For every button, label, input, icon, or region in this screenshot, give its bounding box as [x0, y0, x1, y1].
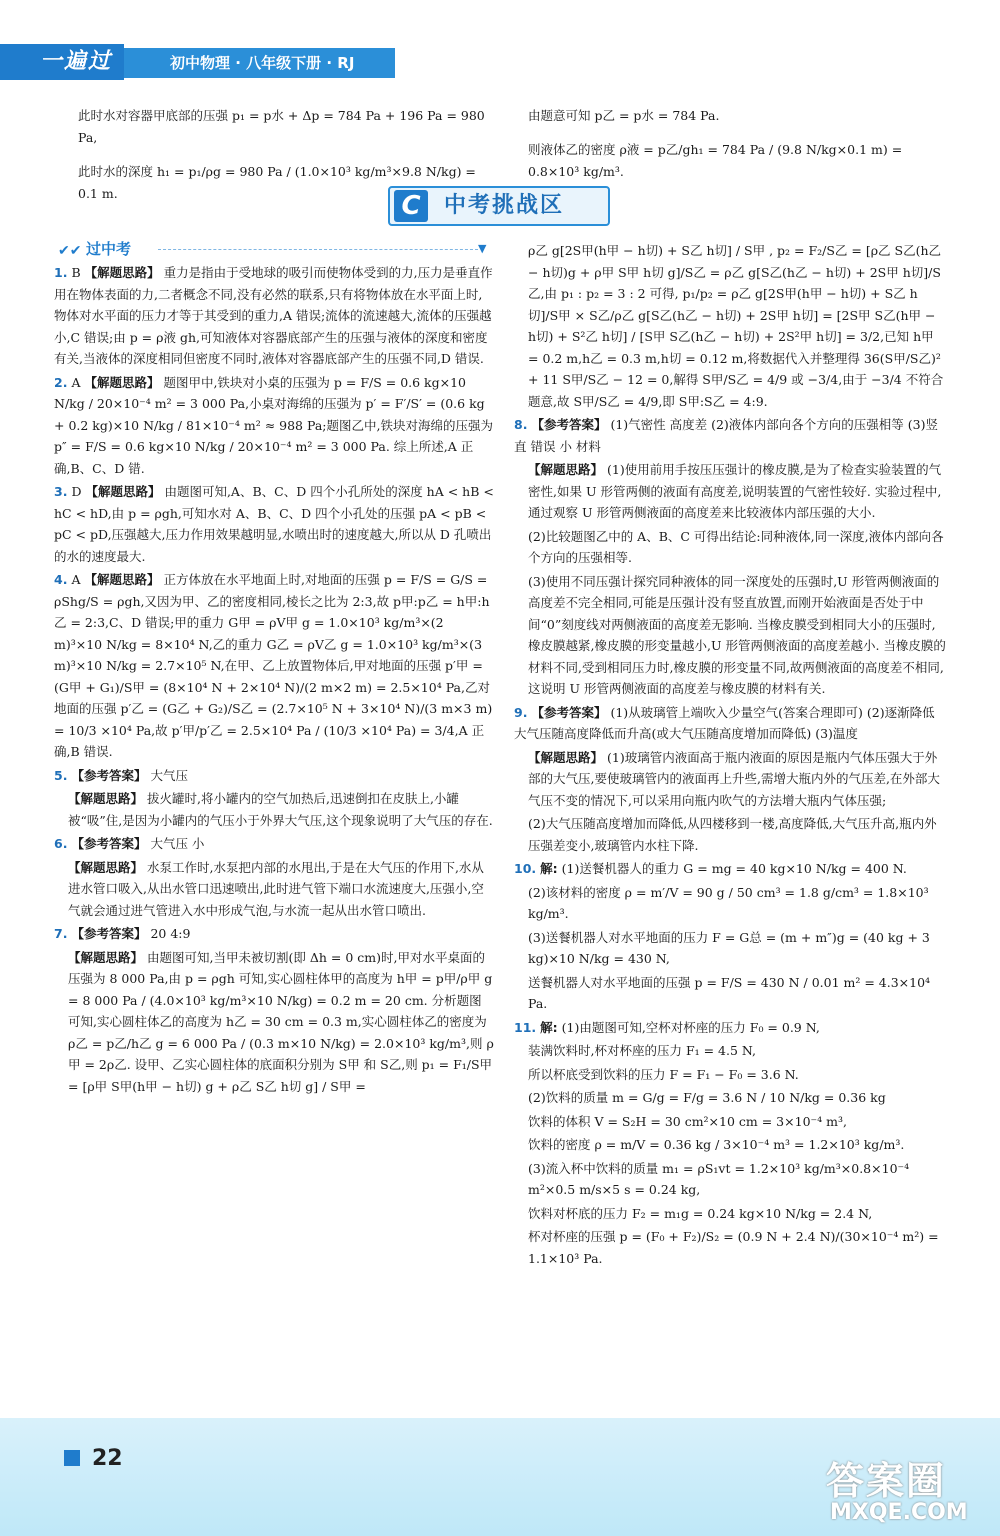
continuation-line: 此时水的深度 h₁ = p₁/ρg = 980 Pa / (1.0×10³ kg/m³×9.8 N/kg) = 0.1 m.	[78, 164, 476, 201]
answer-item	[514, 1226, 946, 1269]
answer-text: (2)大气压随高度增加而降低,从四楼移到一楼,高度降低,大气压升高,瓶内外压强差变小,玻璃管内水柱下降.	[528, 816, 937, 853]
answer-tag: 【解题思路】	[528, 749, 604, 765]
answer-text: (3)送餐机器人对水平地面的压力 F = G总 = (m + m″)g = (40 kg + 3 kg)×10 N/kg = 430 N,	[528, 929, 930, 966]
answer-tag: 【参考答案】	[531, 417, 607, 432]
answer-item	[54, 372, 494, 480]
answer-item	[54, 569, 494, 763]
answer-text: (1)从玻璃管上端吹入少量空气(答案合理即可) (2)逐渐降低 大气压随高度降低而升高(或大气压随高度增加而降低) (3)温度	[514, 704, 935, 741]
answer-text: (2)饮料的质量 m = G/g = F/g = 3.6 N / 10 N/kg = 0.36 kg	[528, 1090, 886, 1105]
question-number: 10.	[514, 861, 537, 876]
series-logo: 一遍过	[0, 44, 124, 80]
answer-text: 大气压	[150, 767, 188, 783]
answer-choice: D	[71, 484, 82, 499]
answer-text: 由题图可知,A、B、C、D 四个小孔所处的深度 hA < hB < hC < hD,由 p = ρgh,可知水对 A、B、C、D 四个小孔处的压强 pA < pB < pC < pD,压强越大,压力作用效果越明显,水喷出时的速度越大,所以从 D 孔喷出的水的速度最大.	[54, 484, 494, 564]
continuation-line: 则液体乙的密度 ρ液 = p乙/gh₁ = 784 Pa / (9.8 N/kg×0.1 m) = 0.8×10³ kg/m³.	[528, 142, 903, 179]
answer-item	[514, 526, 946, 569]
answer-tag: 【解题思路】	[84, 265, 160, 280]
continuation-right	[528, 92, 938, 196]
answer-text: 饮料的密度 ρ = m/V = 0.36 kg / 3×10⁻⁴ m³ = 1.2×10³ kg/m³.	[528, 1137, 905, 1152]
answer-text: 送餐机器人对水平地面的压强 p = F/S = 430 N / 0.01 m² = 4.3×10⁴ Pa.	[528, 974, 931, 1011]
answer-text: 杯对杯座的压强 p = (F₀ + F₂)/S₂ = (0.9 N + 2.4 N)/(30×10⁻⁴ m²) = 1.1×10³ Pa.	[528, 1229, 939, 1266]
answer-item	[54, 788, 494, 831]
answer-text: (1)送餐机器人的重力 G = mg = 40 kg×10 N/kg = 400 N.	[561, 861, 907, 876]
answer-text: (1)玻璃管内液面高于瓶内液面的原因是瓶内气体压强大于外部的大气压,要使玻璃管内的液面再上升些,需增大瓶内外的气压差,在外部大气压不变的情况下,可以采用向瓶内吹气的方法增大瓶内气体压强;	[528, 749, 940, 808]
question-number: 2.	[54, 374, 68, 390]
answer-item	[54, 765, 494, 787]
answer-item	[514, 813, 946, 856]
question-number: 9.	[514, 704, 528, 720]
answer-tag: 【解题思路】	[528, 462, 604, 477]
continuation-line: 由题意可知 p乙 = p水 = 784 Pa.	[528, 107, 720, 123]
answer-text: 由题图可知,当甲未被切割(即 Δh = 0 cm)时,甲对水平桌面的压强为 8 000 Pa,由 p = ρgh 可知,实心圆柱体甲的高度为 h甲 = p甲/ρ甲 g = 8 000 Pa / (4.0×10³ kg/m³×10 N/kg) = 0.2 m = 20 cm. 分析题图可知,实心圆柱体乙的高度为 h乙 = 30 cm = 0.3 m,实心圆柱体乙的密度为 ρ乙 = p乙/h乙 g = 6 000 Pa / (0.3 m×10 N/kg) = 2.0×10³ kg/m³,则 ρ甲 = 2ρ乙. 设甲、乙实心圆柱体的底面积分别为 S甲 和 S乙,则 p₁ = F₁/S甲 = [ρ甲 S甲(h甲 − h切) g + ρ乙 S乙 h切 g] / S甲 =	[68, 949, 494, 1094]
watermark-text: 答案圈	[826, 1459, 947, 1503]
answer-item	[54, 833, 494, 855]
answer-item	[514, 459, 946, 524]
answer-choice: A	[71, 374, 81, 390]
watermark	[820, 1450, 1000, 1536]
answer-text: (3)使用不同压强计探究同种液体的同一深度处的压强时,U 形管两侧液面的高度差不完全相同,可能是压强计没有竖直放置,而刚开始液面是否处于中间“0”刻度线对两侧液面的高度差无影响. 当橡皮膜受到相同大小的压强时,橡皮膜越紧,橡皮膜的形变量越小,U 形管两侧液面的高度差越小. 当橡皮膜的材料不同,受到相同压力时,橡皮膜的形变量不同,故两侧液面的高度差不相同,这说明 U 形管两侧液面的高度差与橡皮膜的材料有关.	[528, 573, 946, 696]
section-banner	[388, 186, 610, 226]
answer-item	[514, 414, 946, 457]
dashed-divider	[158, 249, 478, 250]
question-number: 11.	[514, 1019, 537, 1035]
answer-choice: A	[71, 572, 81, 587]
page-number: 22	[92, 1446, 123, 1471]
answer-text: (2)该材料的密度 ρ = m′/V = 90 g / 50 cm³ = 1.8 g/cm³ = 1.8×10³ kg/m³.	[528, 884, 929, 921]
answer-tag: 【参考答案】	[71, 926, 147, 941]
answer-text: (3)流入杯中饮料的质量 m₁ = ρS₁vt = 1.2×10³ kg/m³×0.8×10⁻⁴ m²×0.5 m/s×5 s = 0.24 kg,	[528, 1160, 910, 1197]
answer-item	[54, 481, 494, 567]
answer-tag: 【参考答案】	[531, 704, 607, 720]
answer-tag: 解:	[540, 861, 558, 876]
answer-tag: 【解题思路】	[85, 484, 161, 499]
banner-letter: C	[394, 190, 428, 222]
banner-title: 中考挑战区	[444, 193, 565, 218]
answer-item	[514, 927, 946, 970]
answer-text: 饮料对杯底的压力 F₂ = m₁g = 0.24 kg×10 N/kg = 2.4 N,	[528, 1205, 873, 1221]
answer-item	[514, 882, 946, 925]
answer-text: 水泵工作时,水泵把内部的水甩出,于是在大气压的作用下,水从进水管口吸入,从出水管口迅速喷出,此时进气管下端口水流速度大,压强小,空气就会通过进气管进入水中形成气泡,与水流一起从出水管口喷出.	[68, 859, 484, 918]
page-header	[0, 0, 1000, 80]
question-number: 6.	[54, 836, 68, 851]
answer-tag: 【参考答案】	[71, 767, 147, 783]
answer-list-right	[514, 240, 946, 1271]
answer-item	[514, 1203, 946, 1225]
answer-item	[54, 262, 494, 370]
answer-text: 拔火罐时,将小罐内的空气加热后,迅速倒扣在皮肤上,小罐被“吸”住,是因为小罐内的气压小于外界大气压,这个现象说明了大气压的存在.	[68, 791, 493, 828]
question-number: 3.	[54, 484, 68, 499]
question-number: 4.	[54, 572, 68, 587]
page-marker	[64, 1450, 80, 1466]
answer-item	[514, 1087, 946, 1109]
answer-tag: 【解题思路】	[84, 572, 160, 587]
answer-text: ρ乙 g[2S甲(h甲 − h切) + S乙 h切] / S甲 , p₂ = F₂/S乙 = [ρ乙 S乙(h乙 − h切)g + ρ甲 S甲 h切 g]/S乙 = ρ乙 g[S乙(h乙 − h切) + 2S甲 h切]/S乙,由 p₁ : p₂ = 3 : 2 可得, p₁/p₂ = ρ乙 g[2S甲(h甲 − h切) + S乙 h切]/S甲 × S乙/ρ乙 g[S乙(h乙 − h切) + 2S甲 h切] = [2S甲 S乙(h甲 − h切) + S²乙 h切] / [S甲 S乙(h乙 − h切) + 2S²甲 h切] = 3/2,已知 h甲 = 0.2 m,h乙 = 0.3 m,h切 = 0.12 m,将数据代入并整理得 36(S甲/S乙)² + 11 S甲/S乙 − 12 = 0,解得 S甲/S乙 = 4/9 或 −3/4,由于 −3/4 不符合题意,故 S甲/S乙 = 4/9,即 S甲:S乙 = 4:9.	[528, 243, 944, 409]
answer-tag: 【解题思路】	[68, 859, 144, 875]
answer-text: (1)使用前用手按压压强计的橡皮膜,是为了检查实验装置的气密性,如果 U 形管两侧的液面有高度差,说明装置的气密性较好. 实验过程中,通过观察 U 形管两侧液面的高度差来比较液体内部压强的大小.	[528, 462, 942, 520]
answer-tag: 【参考答案】	[71, 836, 147, 851]
answer-tag: 解:	[540, 1019, 558, 1035]
subsection-title: 过中考	[86, 240, 132, 258]
answer-text: 20 4:9	[150, 926, 191, 941]
question-number: 7.	[54, 926, 68, 941]
answer-tag: 【解题思路】	[84, 374, 160, 390]
answer-item	[54, 923, 494, 945]
answer-text: (2)比较题图乙中的 A、B、C 可得出结论:同种液体,同一深度,液体内部向各个方向的压强相等.	[528, 528, 944, 565]
answer-item	[514, 1064, 946, 1086]
continuation-line: 此时水对容器甲底部的压强 p₁ = p水 + Δp = 784 Pa + 196 Pa = 980 Pa,	[78, 107, 485, 145]
answer-item	[514, 1040, 946, 1062]
answer-text: 重力是指由于受地球的吸引而使物体受到的力,压力是垂直作用在物体表面的力,二者概念不同,没有必然的联系,只有将物体放在水平面上时,物体对水平面的压力才等于其受到的重力,A 错误;流体的流速越大,流体的压强越小,C 错误;由 p = ρ液 gh,可知液体对容器底部产生的压强与液体的深度和密度有关,当液体的深度相同但密度不同时,液体对容器底部产生的压强不同,D 错误.	[54, 265, 493, 366]
answer-tag: 【解题思路】	[68, 791, 144, 806]
answer-item	[514, 240, 946, 412]
answer-text: 装满饮料时,杯对杯座的压力 F₁ = 4.5 N,	[528, 1043, 757, 1058]
answer-text: 所以杯底受到饮料的压力 F = F₁ − F₀ = 3.6 N.	[528, 1066, 799, 1082]
subsection-heading	[58, 238, 488, 260]
answer-list-left	[54, 262, 494, 1099]
question-number: 8.	[514, 417, 528, 432]
answer-text: 题图甲中,铁块对小桌的压强为 p = F/S = 0.6 kg×10 N/kg / 20×10⁻⁴ m² = 3 000 Pa,小桌对海绵的压强为 p′ = F′/S′ = (0.6 kg + 0.2 kg)×10 N/kg / 81×10⁻⁴ m² ≈ 988 Pa;题图乙中,铁块对海绵的压强为 p″ = F/S = 0.6 kg×10 N/kg / 20×10⁻⁴ m² = 3 000 Pa. 综上所述,A 正确,B、C、D 错.	[54, 374, 493, 476]
answer-item	[514, 747, 946, 812]
answer-item	[514, 1111, 946, 1133]
answer-text: (1)气密性 高度差 (2)液体内部向各个方向的压强相等 (3)竖直 错误 小 材料	[514, 417, 938, 454]
answer-tag: 【解题思路】	[68, 949, 144, 965]
answer-item	[514, 972, 946, 1015]
answer-choice: B	[71, 265, 81, 280]
triangle-down-icon: ▼	[478, 242, 487, 255]
answer-item	[54, 947, 494, 1098]
answer-item	[514, 1017, 946, 1039]
answer-text: 正方体放在水平地面上时,对地面的压强 p = F/S = G/S = ρShg/S = ρgh,又因为甲、乙的密度相同,棱长之比为 2:3,故 p甲:p乙 = h甲:h乙 = 2:3,C、D 错误;甲的重力 G甲 = ρV甲 g = 1.0×10³ kg/m³×(2 m)³×10 N/kg = 8×10⁴ N,乙的重力 G乙 = ρV乙 g = 1.0×10³ kg/m³×(3 m)³×10 N/kg = 2.7×10⁵ N,在甲、乙上放置物体后,甲对地面的压强 p′甲 = (G甲 + G₁)/S甲 = (8×10⁴ N + 2×10⁴ N)/(2 m×2 m) = 2.5×10⁴ Pa,乙对地面的压强 p′乙 = (G乙 + G₂)/S乙 = (2.7×10⁵ N + 3×10⁴ N)/(3 m×3 m) = 10/3 ×10⁴ Pa,故 p′甲/p′乙 = 2.5×10⁴ Pa / (10/3 ×10⁴ Pa) = 3/4,A 正确,B 错误.	[54, 572, 493, 759]
checkmark-icon: ✔✔	[58, 243, 82, 259]
question-number: 1.	[54, 265, 68, 280]
question-number: 5.	[54, 767, 68, 783]
answer-text: 饮料的体积 V = S₂H = 30 cm²×10 cm = 3×10⁻⁴ m³,	[528, 1113, 847, 1129]
answer-item	[514, 1158, 946, 1201]
answer-item	[514, 571, 946, 700]
answer-item	[514, 702, 946, 745]
watermark-url: MXQE.COM	[830, 1500, 968, 1525]
answer-item	[514, 1134, 946, 1156]
answer-text: (1)由题图可知,空杯对杯座的压力 F₀ = 0.9 N,	[561, 1019, 820, 1035]
answer-item	[54, 857, 494, 922]
answer-item	[514, 858, 946, 880]
book-title: 初中物理 · 八年级下册 · RJ	[170, 54, 355, 72]
answer-text: 大气压 小	[150, 836, 205, 851]
